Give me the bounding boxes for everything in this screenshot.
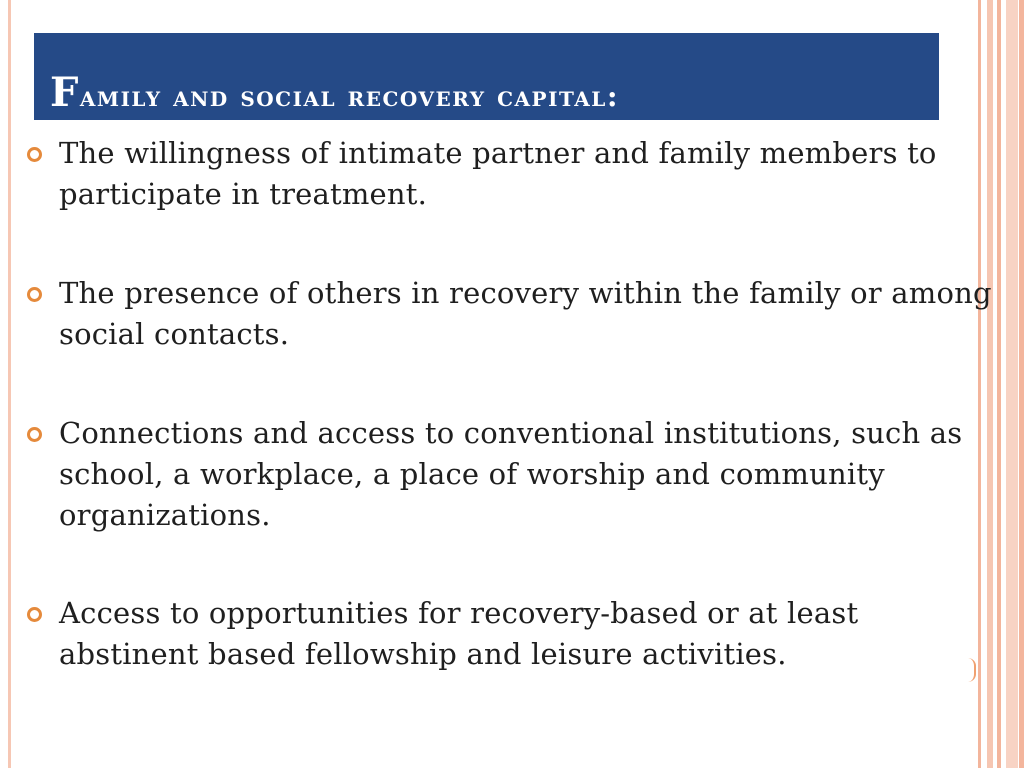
- title-bar: [34, 33, 939, 120]
- bullet-item: [24, 133, 999, 215]
- bullet-text: The willingness of intimate partner and family members to participate in treatment.: [59, 136, 937, 211]
- bullet-item: [24, 273, 999, 355]
- bullet-item: [24, 413, 999, 536]
- right-border-stripe: [1006, 0, 1018, 768]
- title-first-letter: F: [50, 69, 80, 116]
- right-border-stripe: [1019, 0, 1024, 768]
- left-border-line: [8, 0, 11, 768]
- hollow-circle-bullet-icon: [27, 427, 42, 442]
- bullet-text: Connections and access to conventional institutions, such as school, a workplace, a place of worship and community organizations.: [59, 416, 963, 532]
- bullet-text: The presence of others in recovery within the family or among social contacts.: [59, 276, 992, 351]
- slide-title: [50, 69, 619, 116]
- bullet-text: Access to opportunities for recovery-based or at least abstinent based fellowship and leisure activities.: [59, 596, 859, 671]
- title-rest: amily and social recovery capital:: [79, 79, 620, 113]
- hollow-circle-bullet-icon: [27, 607, 42, 622]
- bullet-item: [24, 593, 999, 675]
- hollow-circle-bullet-icon: [27, 147, 42, 162]
- hollow-circle-bullet-icon: [27, 287, 42, 302]
- decorative-arc: [968, 658, 976, 682]
